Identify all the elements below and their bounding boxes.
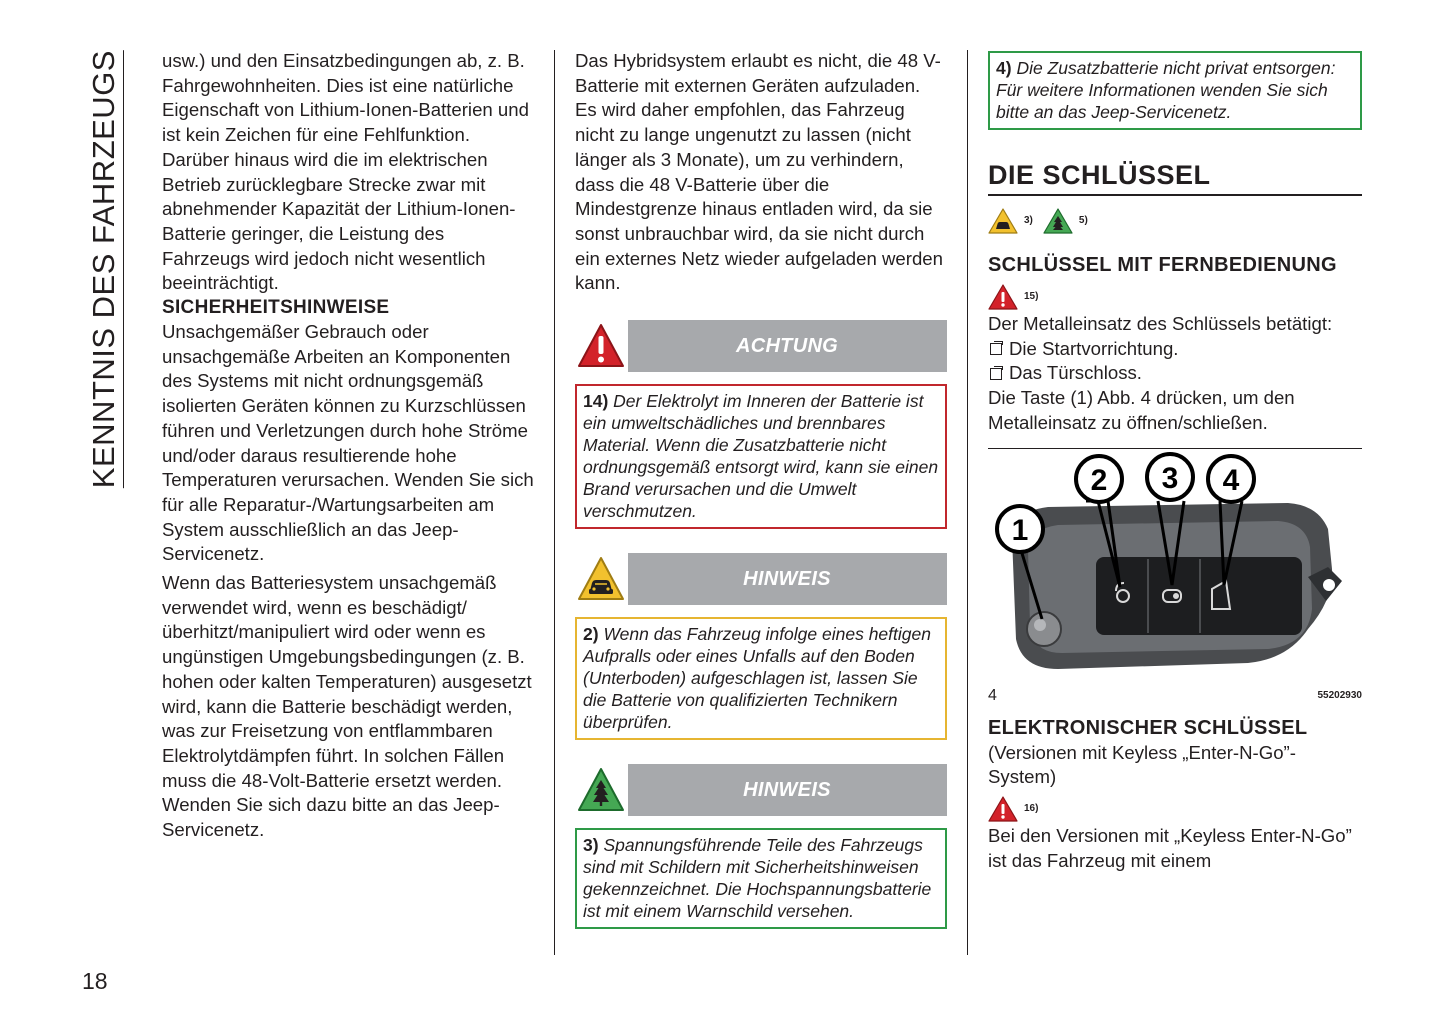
note-text: Spannungsführende Teile des Fahrzeugs sind mit Schildern mit Sicherheitshinweisen gekennzeichnet. Die Hochspannungsbatterie ist mit einem Warnschild versehen. — [583, 835, 932, 922]
ref-number: 15) — [1024, 290, 1039, 302]
safety-paragraph-1: Unsachgemäßer Gebrauch oder unsachgemäße Arbeiten an Komponenten des Systems mit nicht ordnungsgemäß isolierten Geräten können zu Kurzschlüssen führen und Verletzungen durch hohe Ströme und/oder daraus resultierende hohe Temperaturen verursachen. Wenden Sie sich für alle Reparatur-/Wartungsarbeiten am System ausschließlich an das Jeep-Servicenetz. — [162, 321, 534, 565]
note-2 — [575, 617, 947, 740]
intro-paragraph: usw.) und den Einsatzbedingungen ab, z. B. Fahrgewohnheiten. Dies ist eine natürliche Eigenschaft von Lithium-Ionen-Batterien und ist kein Zeichen für eine Fehlfunktion. Darüber hinaus wird die im elektrischen Betrieb zurücklegbare Strecke zwar mit abnehmender Kapazität der Lithium-Ionen-Batterie geringer, die Leistung des Fahrzeugs wird jedoch nicht wesentlich beeinträchtigt. — [162, 50, 529, 294]
electronic-key-reference — [988, 794, 1362, 824]
remote-key-reference — [988, 282, 1362, 312]
warning-bar-label: ACHTUNG — [735, 335, 839, 358]
tree-environment-icon — [1043, 208, 1073, 234]
list-item: Das Türschloss. — [988, 361, 1362, 386]
warning-triangle-icon — [575, 320, 627, 372]
environment-bar-label: HINWEIS — [743, 779, 831, 802]
column-3 — [988, 51, 1362, 873]
column-2 — [575, 49, 947, 929]
car-note-icon — [575, 553, 627, 605]
checkbox-icon — [990, 368, 1002, 380]
warning-bar — [575, 320, 947, 372]
section-side-title: KENNTNIS DES FAHRZEUGS — [78, 50, 124, 500]
hybrid-paragraph: Das Hybridsystem erlaubt es nicht, die 48 V-Batterie mit externen Geräten aufzuladen. Es wird daher empfohlen, das Fahrzeug nicht zu lange ungenutzt zu lassen (nicht länger als 3 Monate), um zu verhindern, dass die 48 V-Batterie über die Mindestgrenze hinaus entladen wird, da sie sonst unbrauchbar wird, da sie nicht durch ein externes Netz wieder aufgeladen werden kann. — [575, 50, 943, 294]
callout-1: 1 — [1011, 513, 1029, 547]
note-text: Der Elektrolyt im Inneren der Batterie ist ein umweltschädliches und brennbares Material. Wenn die Zusatzbatterie nicht ordnungsgemäß entsorgt wird, kann sie einen Brand verursachen und die Umwelt verschmutzen. — [583, 391, 939, 522]
warning-triangle-icon — [988, 796, 1018, 822]
button-paragraph: Die Taste (1) Abb. 4 drücken, um den Metalleinsatz zu öffnen/schließen. — [988, 387, 1295, 433]
warning-triangle-icon — [988, 284, 1018, 310]
figure-caption — [988, 687, 1362, 705]
list-item: Die Startvorrichtung. — [988, 337, 1362, 362]
note-bar-label: HINWEIS — [743, 568, 831, 591]
page-number: 18 — [82, 968, 108, 994]
keys-reference-icons — [988, 204, 1362, 238]
note-number: 3) — [583, 835, 599, 856]
ref-number: 3) — [1024, 214, 1033, 226]
figure-number: 4 — [988, 686, 997, 704]
note-bar — [575, 553, 947, 605]
keys-heading: DIE SCHLÜSSEL — [988, 158, 1362, 196]
metal-insert-paragraph: Der Metalleinsatz des Schlüssels betätigt: — [988, 313, 1333, 334]
note-4 — [988, 51, 1362, 130]
column-divider — [554, 50, 555, 955]
environment-bar — [575, 764, 947, 816]
note-number: 14) — [583, 391, 609, 412]
note-text: Wenn das Fahrzeug infolge eines heftigen Aufpralls oder eines Unfalls auf den Boden (Unterboden) aufgeschlagen ist, lassen Sie die Batterie von qualifizierten Technikern überprüfen. — [583, 624, 931, 733]
electronic-key-heading: ELEKTRONISCHER SCHLÜSSEL — [988, 716, 1308, 739]
key-fob-illustration — [988, 449, 1362, 687]
keyless-versions-text: (Versionen mit Keyless „Enter-N-Go”-System) — [988, 741, 1296, 788]
safety-paragraph-2: Wenn das Batteriesystem unsachgemäß verwendet wird, wenn es beschädigt/überhitzt/manipuliert wird oder wenn es ungünstigen Umgebungsbedingungen (z. B. hohen oder kalten Temperaturen) ausgesetzt wird, kann die Batterie beschädigt werden, was zur Freisetzung von entflammbaren Elektrolytdämpfen führt. In solchen Fällen muss die 48-Volt-Batterie ersetzt werden. Wenden Sie sich dazu bitte an das Jeep-Servicenetz. — [162, 572, 532, 841]
column-1 — [162, 49, 537, 843]
keyless-paragraph: Bei den Versionen mit „Keyless Enter-N-Go” ist das Fahrzeug mit einem — [988, 824, 1352, 871]
car-note-icon — [988, 208, 1018, 234]
column-divider — [967, 50, 968, 955]
warning-note-14 — [575, 384, 947, 529]
ref-number: 5) — [1078, 214, 1088, 226]
note-number: 4) — [996, 58, 1012, 78]
note-3 — [575, 828, 947, 929]
figure-code: 55202930 — [1317, 689, 1362, 701]
callout-4: 4 — [1222, 463, 1240, 497]
key-figure — [988, 448, 1362, 687]
remote-key-heading: SCHLÜSSEL MIT FERNBEDIENUNG — [988, 254, 1337, 276]
ref-number: 16) — [1024, 802, 1039, 814]
callout-3: 3 — [1161, 461, 1179, 495]
note-text: Die Zusatzbatterie nicht privat entsorgen: Für weitere Informationen wenden Sie sich bitte an das Jeep-Servicenetz. — [996, 58, 1336, 122]
note-number: 2) — [583, 624, 599, 645]
tree-environment-icon — [575, 764, 627, 816]
callout-2: 2 — [1090, 463, 1108, 497]
checkbox-icon — [990, 343, 1002, 355]
safety-heading: SICHERHEITSHINWEISE — [162, 297, 390, 319]
